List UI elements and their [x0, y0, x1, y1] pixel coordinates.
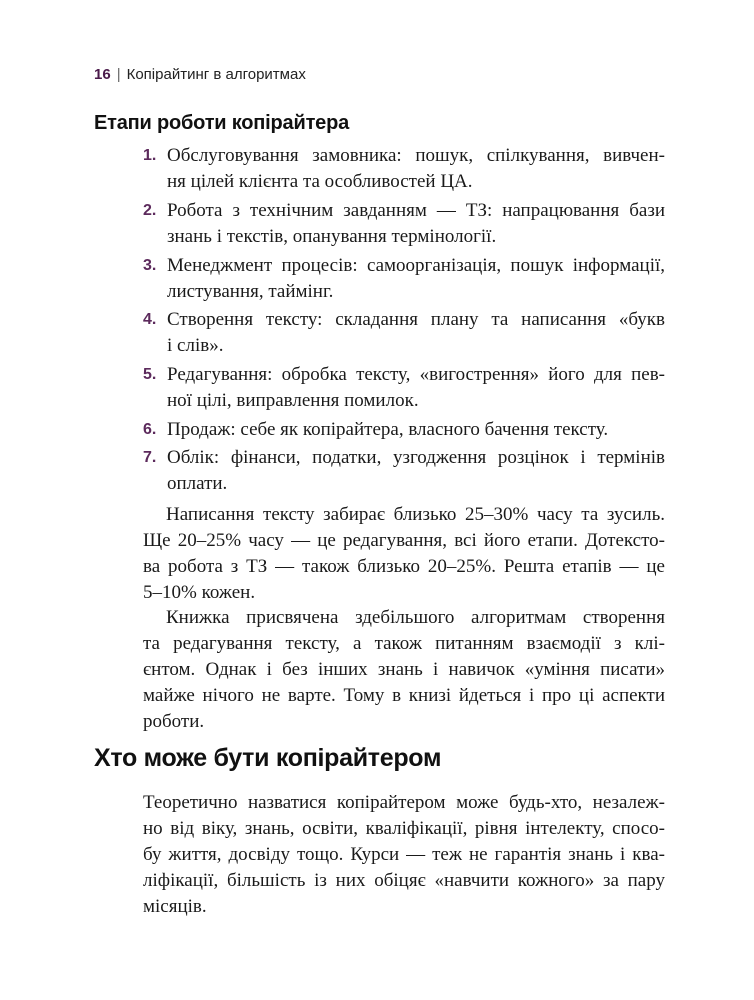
list-item-number: 4. — [143, 311, 157, 328]
paragraph-line: но від віку, знань, освіти, кваліфікації, рівня інтелекту, спосо- — [143, 818, 665, 839]
list-item-line: Робота з технічним завданням — ТЗ: напрацювання бази — [167, 200, 665, 221]
list-item-number: 2. — [143, 202, 157, 219]
running-header — [94, 66, 306, 83]
list-item-line: Продаж: себе як копірайтера, власного бачення тексту. — [167, 419, 609, 440]
paragraph-line: ліфікації, більшість із них обіцяє «навчити кожного» за пару — [143, 870, 665, 891]
list-item-line: ної цілі, виправлення помилок. — [167, 390, 419, 411]
list-item-line: Облік: фінанси, податки, узгодження розцінок і термінів — [167, 447, 665, 468]
paragraph-line: місяців. — [143, 896, 207, 917]
paragraph-line: бу життя, досвіду тощо. Курси — теж не гарантія знань і ква- — [143, 844, 665, 865]
list-item-number: 3. — [143, 257, 157, 274]
paragraph-line: та редагування тексту, а також питанням взаємодії з клі- — [143, 633, 665, 654]
paragraph-line: Теоретично назватися копірайтером може будь-хто, незалеж- — [143, 792, 665, 813]
page-number: 16 — [94, 66, 111, 83]
list-item-number: 7. — [143, 449, 157, 466]
paragraph-line: майже нічого не варте. Тому в книзі йдеться і про ці аспекти — [143, 685, 665, 706]
list-item-number: 1. — [143, 147, 157, 164]
paragraph-line: єнтом. Однак і без інших знань і навичок «уміння писати» — [143, 659, 665, 680]
paragraph-line: Ще 20–25% часу — це редагування, всі його етапи. Дотексто- — [143, 530, 665, 551]
list-item-line: листування, таймінг. — [167, 281, 334, 302]
header-separator: | — [116, 66, 121, 83]
list-item-line: ня цілей клієнта та особливостей ЦА. — [167, 171, 473, 192]
section-heading-who: Хто може бути копірайтером — [94, 744, 442, 772]
list-item-number: 5. — [143, 366, 157, 383]
list-item-line: і слів». — [167, 335, 224, 356]
list-item-line: знань і текстів, опанування термінології. — [167, 226, 497, 247]
paragraph-line: Написання тексту забирає близько 25–30% часу та зусиль. — [166, 504, 665, 525]
section-heading-stages: Етапи роботи копірайтера — [94, 112, 350, 134]
paragraph-line: ва робота з ТЗ — також близько 20–25%. Решта етапів — це — [143, 556, 665, 577]
book-title: Копірайтинг в алгоритмах — [126, 66, 306, 83]
list-item-line: Редагування: обробка тексту, «вигострення» його для пев- — [167, 364, 665, 385]
list-item-line: Створення тексту: складання плану та написання «букв — [167, 309, 665, 330]
paragraph-line: Книжка присвячена здебільшого алгоритмам створення — [166, 607, 665, 628]
list-item-line: оплати. — [167, 473, 228, 494]
list-item-line: Обслуговування замовника: пошук, спілкування, вивчен- — [167, 145, 665, 166]
paragraph-line: 5–10% кожен. — [143, 582, 256, 603]
list-item-line: Менеджмент процесів: самоорганізація, пошук інформації, — [167, 255, 665, 276]
paragraph-line: роботи. — [143, 711, 205, 732]
list-item-number: 6. — [143, 421, 157, 438]
